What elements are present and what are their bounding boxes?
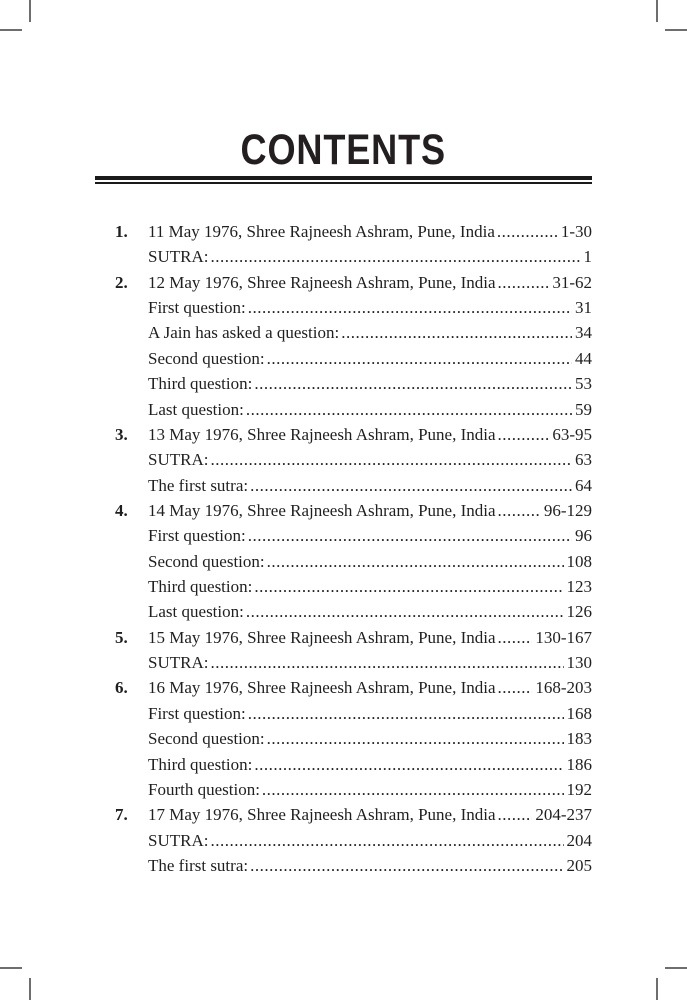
toc-entry-label: 12 May 1976, Shree Rajneesh Ashram, Pune, India	[148, 272, 496, 292]
toc-entry-label: SUTRA:	[148, 653, 209, 673]
dot-leader	[498, 802, 533, 827]
toc-row	[115, 397, 592, 422]
dot-leader	[498, 625, 533, 650]
toc-page-number: 108	[566, 551, 592, 571]
toc-page-number: 63-95	[552, 424, 592, 444]
page-title	[95, 126, 592, 174]
dot-leader	[254, 371, 572, 396]
dot-leader	[254, 752, 563, 777]
toc-row	[115, 320, 592, 345]
toc-entry-label: 17 May 1976, Shree Rajneesh Ashram, Pune, India	[148, 805, 496, 825]
dot-leader	[246, 599, 564, 624]
toc-page-number: 53	[575, 374, 592, 394]
dot-leader	[498, 270, 550, 295]
toc-page-number: 186	[566, 754, 592, 774]
toc-row	[115, 422, 592, 447]
toc-entry-number: 7.	[115, 805, 128, 825]
toc-entry-label: Second question:	[148, 348, 265, 368]
toc-entry-label: 13 May 1976, Shree Rajneesh Ashram, Pune, India	[148, 424, 496, 444]
toc-entry-label: A Jain has asked a question:	[148, 323, 340, 343]
toc-entry-label: 15 May 1976, Shree Rajneesh Ashram, Pune, India	[148, 627, 496, 647]
toc-row	[115, 447, 592, 472]
crop-mark-bottom-right-vertical	[656, 978, 658, 1000]
toc-entry-label: First question:	[148, 703, 246, 723]
toc-row	[115, 295, 592, 320]
toc-row	[115, 752, 592, 777]
dot-leader	[250, 853, 563, 878]
toc-page-number: 44	[575, 348, 592, 368]
crop-mark-top-left-vertical	[29, 0, 31, 22]
toc-row	[115, 346, 592, 371]
toc-entry-number: 1.	[115, 222, 128, 241]
toc-list	[115, 219, 592, 878]
toc-row	[115, 599, 592, 624]
toc-page-number: 64	[575, 475, 592, 495]
toc-row	[115, 498, 592, 523]
title-rule-thin	[95, 182, 592, 184]
toc-entry-label: Second question:	[148, 729, 265, 749]
toc-page-number: 183	[566, 729, 592, 749]
toc-entry-label: SUTRA:	[148, 247, 209, 267]
toc-page-number: 31	[575, 298, 592, 318]
toc-page-number: 204	[566, 830, 592, 850]
dot-leader	[210, 447, 572, 472]
toc-entry-label: 16 May 1976, Shree Rajneesh Ashram, Pune, India	[148, 678, 496, 698]
dot-leader	[246, 397, 572, 422]
crop-mark-top-right-horizontal	[665, 29, 687, 31]
toc-row	[115, 574, 592, 599]
toc-page-number: 130	[566, 653, 592, 673]
toc-entry-number: 5.	[115, 627, 128, 647]
toc-row	[115, 244, 592, 269]
toc-entry-label: 14 May 1976, Shree Rajneesh Ashram, Pune, India	[148, 500, 496, 520]
crop-mark-top-left-horizontal	[0, 29, 22, 31]
toc-entry-label: Last question:	[148, 602, 244, 622]
page-title-text: CONTENTS	[240, 126, 447, 174]
toc-entry-label: The first sutra:	[148, 855, 249, 875]
toc-row	[115, 625, 592, 650]
dot-leader	[262, 777, 564, 802]
dot-leader	[250, 473, 572, 498]
toc-entry-label: Third question:	[148, 577, 253, 597]
toc-entry-label: Third question:	[148, 754, 253, 774]
toc-row	[115, 701, 592, 726]
toc-row	[115, 473, 592, 498]
toc-entry-label: SUTRA:	[148, 830, 209, 850]
toc-page-number: 168-203	[535, 678, 592, 698]
toc-row	[115, 853, 592, 878]
toc-page-number: 205	[566, 855, 592, 875]
dot-leader	[267, 549, 564, 574]
dot-leader	[248, 523, 572, 548]
toc-entry-number: 4.	[115, 500, 128, 520]
dot-leader	[341, 320, 572, 345]
toc-page-number: 31-62	[552, 272, 592, 292]
toc-row	[115, 219, 592, 244]
toc-page-number: 192	[566, 779, 592, 799]
toc-row	[115, 523, 592, 548]
toc-entry-label: 11 May 1976, Shree Rajneesh Ashram, Pune, India	[148, 222, 495, 241]
toc-entry-label: Third question:	[148, 374, 253, 394]
dot-leader	[267, 726, 564, 751]
crop-mark-top-right-vertical	[656, 0, 658, 22]
toc-entry-label: The first sutra:	[148, 475, 249, 495]
toc-row	[115, 371, 592, 396]
dot-leader	[248, 295, 572, 320]
toc-page-number: 168	[566, 703, 592, 723]
dot-leader	[254, 574, 563, 599]
dot-leader	[210, 828, 563, 853]
toc-page-number: 130-167	[535, 627, 592, 647]
toc-row	[115, 549, 592, 574]
dot-leader	[267, 346, 572, 371]
toc-entry-label: Fourth question:	[148, 779, 260, 799]
crop-mark-bottom-right-horizontal	[665, 967, 687, 969]
toc-row	[115, 650, 592, 675]
toc-page-number: 123	[566, 577, 592, 597]
toc-page-number: 204-237	[535, 805, 592, 825]
toc-entry-label: SUTRA:	[148, 450, 209, 470]
dot-leader	[498, 675, 533, 700]
toc-row	[115, 270, 592, 295]
toc-page-number: 126	[566, 602, 592, 622]
dot-leader	[210, 650, 563, 675]
toc-page-number: 59	[575, 399, 592, 419]
toc-entry-number: 3.	[115, 424, 128, 444]
toc-entry-number: 2.	[115, 272, 128, 292]
toc-page-number: 34	[575, 323, 592, 343]
toc-page-number: 1-30	[560, 222, 592, 241]
dot-leader	[248, 701, 564, 726]
toc-entry-label: Second question:	[148, 551, 265, 571]
toc-row	[115, 675, 592, 700]
toc-row	[115, 726, 592, 751]
toc-row	[115, 777, 592, 802]
toc-entry-label: First question:	[148, 526, 246, 546]
toc-page-number: 63	[575, 450, 592, 470]
title-rule-thick	[95, 176, 592, 180]
toc-page-number: 96-129	[543, 500, 592, 520]
dot-leader	[498, 422, 550, 447]
crop-mark-bottom-left-horizontal	[0, 967, 22, 969]
toc-page-number: 96	[575, 526, 592, 546]
dot-leader	[498, 498, 541, 523]
toc-entry-label: Last question:	[148, 399, 244, 419]
toc-entry-number: 6.	[115, 678, 128, 698]
toc-row	[115, 802, 592, 827]
toc-row	[115, 828, 592, 853]
dot-leader	[210, 244, 580, 269]
toc-entry-label: First question:	[148, 298, 246, 318]
toc-page-number: 1	[583, 247, 592, 267]
crop-mark-bottom-left-vertical	[29, 978, 31, 1000]
dot-leader	[497, 219, 558, 244]
